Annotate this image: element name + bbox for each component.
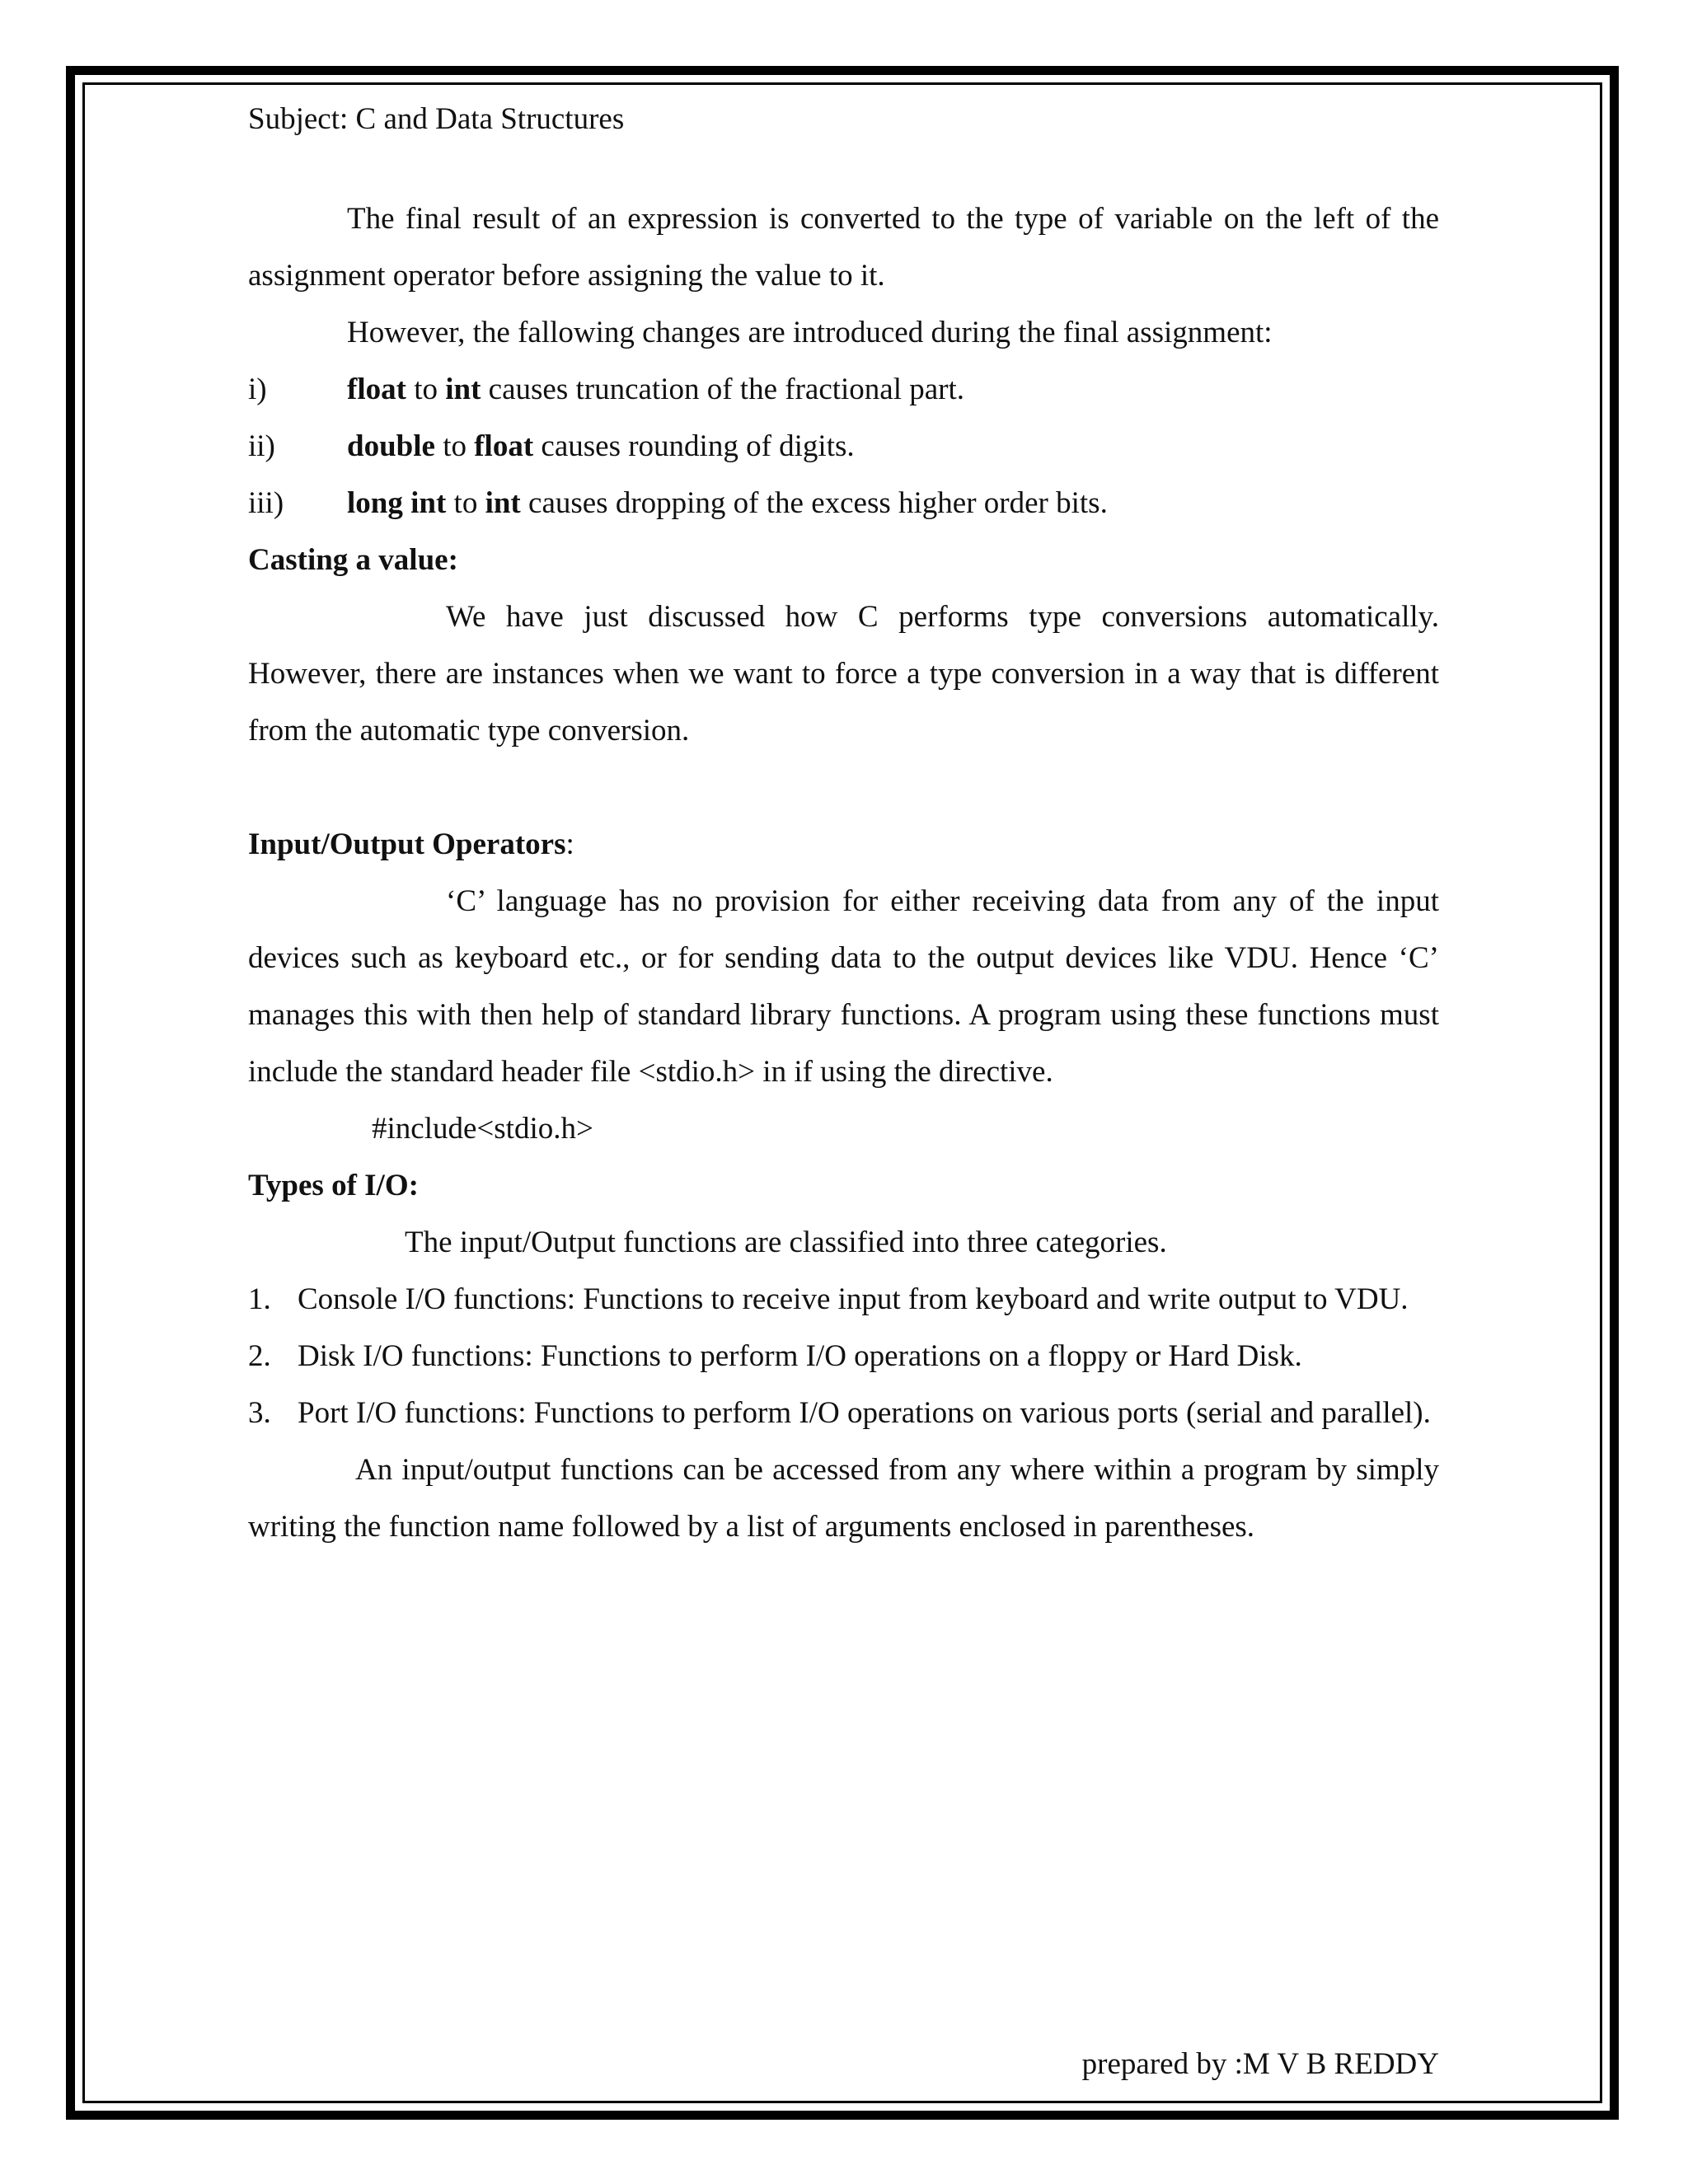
list-item-number: 2. [248,1339,271,1373]
list-item-number: 3. [248,1396,271,1430]
heading-types-io: Types of I/O: [248,1169,419,1202]
paragraph-io-closing: An input/output functions can be accessed from any where within a program by simply writing the function name followed by a list of arguments enclosed in parentheses. [248,1453,1439,1544]
paragraph-final-result: The final result of an expression is converted to the type of variable on the left of the assignment operator before assigning the value to it. [248,202,1439,293]
subject-header: Subject: C and Data Structures [248,102,625,136]
list-item [248,361,1439,418]
list-item-text: double to float causes rounding of digits. [347,429,855,463]
list-item-text: Console I/O functions: Functions to receive input from keyboard and write output to VDU. [298,1282,1409,1316]
paragraph-changes-intro: However, the fallowing changes are introduced during the final assignment: [347,316,1273,349]
list-item-number: iii) [248,486,284,520]
footer-author: prepared by :M V B REDDY [1081,2047,1439,2081]
conversion-list [248,361,1439,532]
page-content [248,91,1439,1555]
heading-casting: Casting a value: [248,543,458,577]
list-item-text: Port I/O functions: Functions to perform I/O operations on various ports (serial and parallel). [298,1396,1431,1430]
list-item [248,475,1439,532]
list-item-text: Disk I/O functions: Functions to perform I/O operations on a floppy or Hard Disk. [298,1339,1302,1373]
spacer [248,759,1439,816]
list-item [248,1328,1439,1385]
list-item [248,418,1439,475]
paragraph-casting: We have just discussed how C performs type conversions automatically. However, there are instances when we want to force a type conversion in a way that is different from the automatic type conversion. [248,600,1439,748]
list-item-number: i) [248,373,267,406]
paragraph-types-intro: The input/Output functions are classified into three categories. [405,1226,1167,1259]
list-item [248,1385,1439,1441]
include-directive: #include<stdio.h> [372,1112,593,1146]
list-item-number: ii) [248,429,275,463]
paragraph-io-operators: ‘C’ language has no provision for either receiving data from any of the input devices such as keyboard etc., or for sending data to the output devices like VDU. Hence ‘C’ manages this with then help of standard library functions. A program using these functions must include the standard header file <stdio.h> in if using the directive. [248,884,1439,1089]
io-categories-list [248,1271,1439,1441]
list-item [248,1271,1439,1328]
heading-io-operators: Input/Output Operators: [248,827,574,861]
list-item-number: 1. [248,1282,271,1316]
list-item-text: float to int causes truncation of the fractional part. [347,373,965,406]
list-item-text: long int to int causes dropping of the excess higher order bits. [347,486,1108,520]
